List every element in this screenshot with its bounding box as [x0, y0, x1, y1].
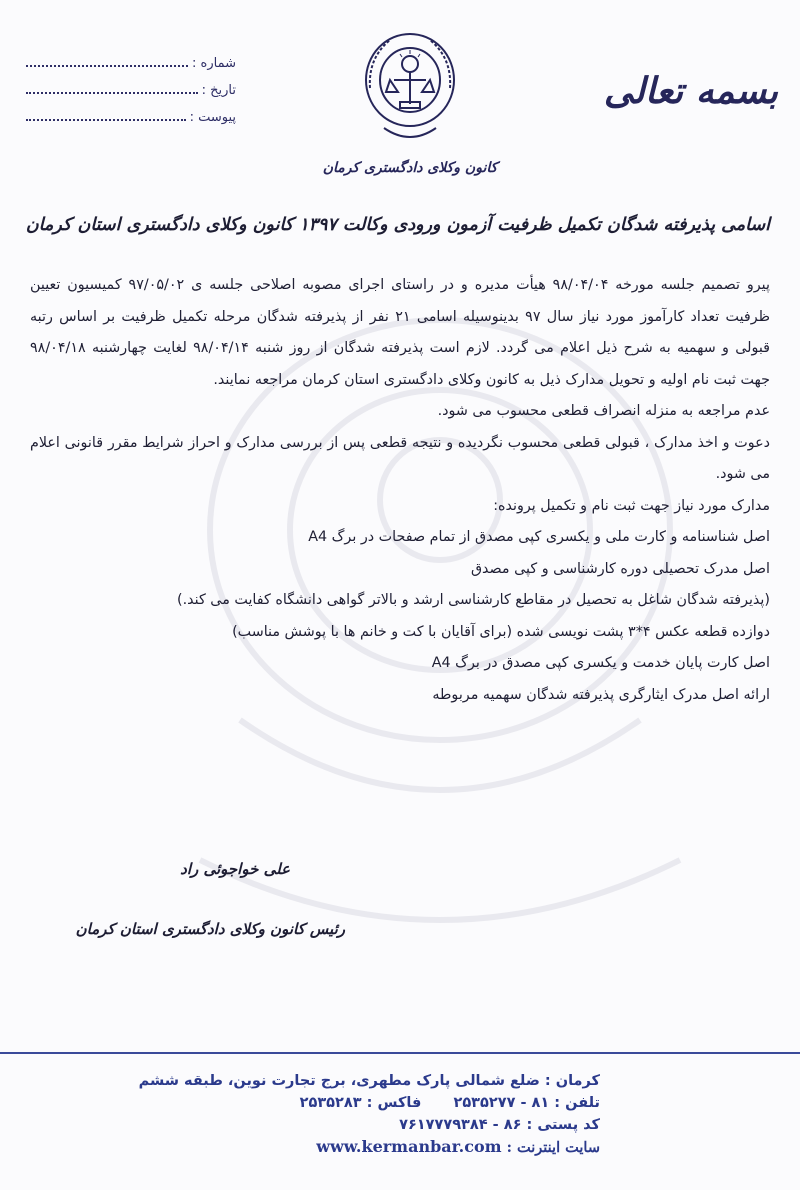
footer-address: کرمان : ضلع شمالی پارک مطهری، برج تجارت نوین، طبقه ششم	[138, 1073, 600, 1089]
number-dotted-line	[26, 64, 188, 67]
signatory-title: رئیس کانون وکلای دادگستری استان کرمان	[75, 920, 345, 938]
date-dotted-line	[26, 91, 198, 94]
document-item: ارائه اصل مدرک ایثارگری پذیرفته شدگان سهمیه مربوطه	[432, 686, 770, 703]
document-item: اصل مدرک تحصیلی دوره کارشناسی و کپی مصدق	[470, 560, 770, 577]
footer-divider	[0, 1052, 800, 1054]
attachment-field	[26, 98, 236, 125]
footer-contacts	[180, 1092, 600, 1114]
document-item: دوازده قطعه عکس ۴*۳ پشت نویسی شده (برای آقایان با کت و خانم ها با پوشش مناسب)	[232, 623, 770, 640]
document-item: اصل کارت پایان خدمت و یکسری کپی مصدق در برگ A4	[431, 655, 770, 671]
letter-body	[30, 270, 770, 711]
date-field	[26, 71, 236, 98]
letter-meta-fields	[26, 44, 236, 125]
number-field	[26, 44, 236, 71]
bismillah-heading: بسمه تعالی	[603, 70, 778, 112]
footer-website-label: سایت اینترنت :	[506, 1139, 600, 1156]
letter-title: اسامی پذیرفته شدگان تکمیل ظرفیت آزمون ورودی وکالت ۱۳۹۷ کانون وکلای دادگستری استان کرمان	[25, 215, 770, 235]
footer-postal-code: کد پستی : ۸۶ - ۷۶۱۷۷۷۹۳۸۴	[399, 1117, 600, 1133]
signatory-name: علی خواجوئی راد	[180, 860, 290, 878]
document-item: اصل شناسنامه و کارت ملی و یکسری کپی مصدق از تمام صفحات در برگ A4	[308, 529, 770, 545]
invitation-paragraph: دعوت و اخذ مدارک ، قبولی قطعی محسوب نگردیده و نتیجه قطعی پس از بررسی مدارک و احراز شرایط مقرر قانونی اعلام می شود.	[30, 434, 770, 482]
footer-phone: تلفن : ۸۱ - ۲۵۳۵۲۷۷	[453, 1095, 600, 1111]
main-paragraph: پیرو تصمیم جلسه مورخه ۹۸/۰۴/۰۴ هیأت مدیره و در راستای اجرای مصوبه اصلاحی جلسه ی ۹۷/۰۵/۰۲ کمیسیون تعیین ظرفیت تعداد کارآموز مورد نیاز سال ۹۷ بدینوسیله اسامی ۲۱ نفر از پذیرفته شدگان مرحله تکمیل ظرفیت بر اساس رتبه قبولی و سهمیه به شرح ذیل اعلام می گردد. لازم است پذیرفته شدگان از روز شنبه ۹۸/۰۴/۱۴ لغایت چهارشنبه ۹۸/۰۴/۱۸ جهت ثبت نام اولیه و تحویل مدارک ذیل به کانون وکلای دادگستری استان کرمان مراجعه نمایند.	[30, 277, 770, 388]
refusal-paragraph: عدم مراجعه به منزله انصراف قطعی محسوب می شود.	[437, 403, 770, 419]
footer-fax: فاکس : ۲۵۳۵۲۸۳	[299, 1095, 422, 1111]
organization-name: کانون وکلای دادگستری کرمان	[322, 160, 498, 176]
attachment-dotted-line	[26, 118, 186, 121]
attachment-label: پیوست :	[189, 110, 236, 125]
document-item: (پذیرفته شدگان شاغل به تحصیل در مقاطع کارشناسی ارشد و بالاتر گواهی دانشگاه کفایت می کند.)	[177, 592, 770, 608]
number-label: شماره :	[192, 56, 236, 71]
letterhead-footer	[138, 1070, 600, 1158]
documents-heading: مدارک مورد نیاز جهت ثبت نام و تکمیل پرونده:	[493, 497, 770, 514]
date-label: تاریخ :	[201, 83, 236, 98]
bar-association-emblem-icon	[360, 28, 460, 146]
footer-website-url: www.kermanbar.com	[316, 1137, 502, 1156]
footer-website	[180, 1136, 600, 1158]
